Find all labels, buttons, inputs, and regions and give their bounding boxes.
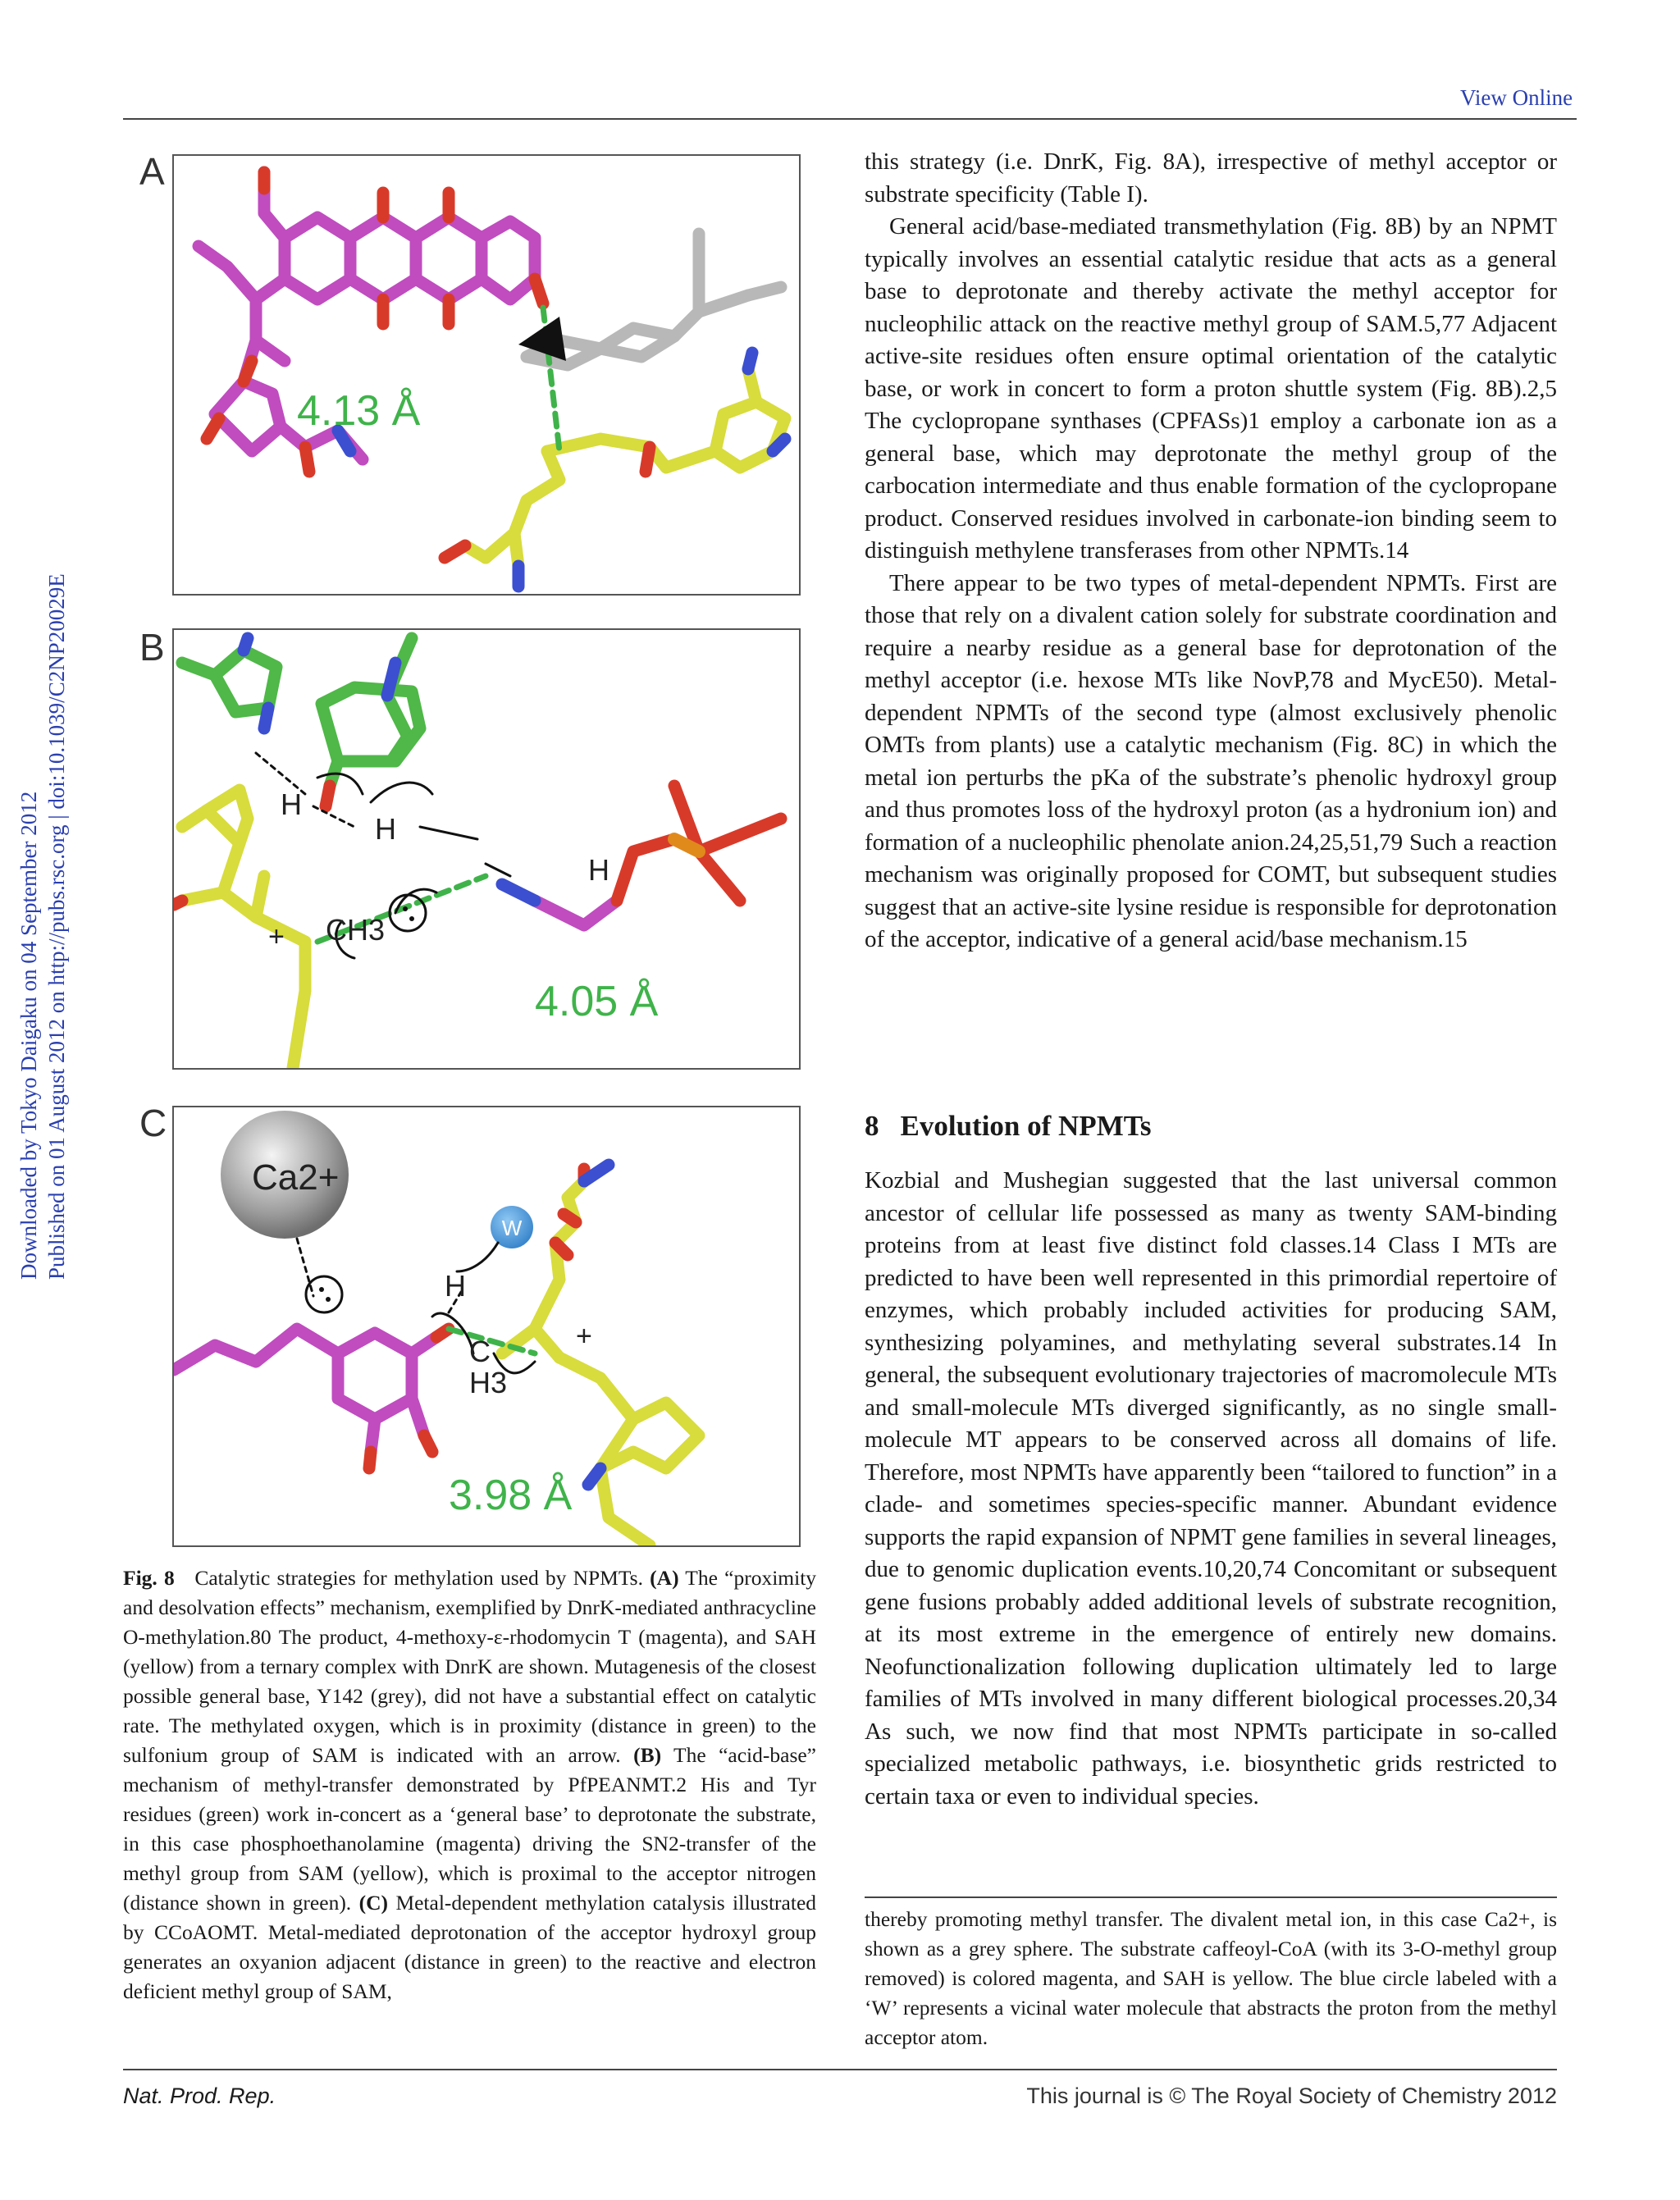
panel-letter-b: B [139,626,165,669]
label-h-2: H [375,812,396,846]
panel-a-structure [174,156,799,594]
paragraph-2: General acid/base-mediated transmethylation (Fig. 8B) by an NPMT typically involves an essential catalytic residue that acts as a general base to deprotonate and thereby activate the methyl acceptor for nucleophilic attack on the reactive methyl group of SAM.5,77 Adjacent active-site residues often ensure optimal orientation of the catalytic base, or work in concert to form a proton shuttle system (Fig. 8B).2,5 The cyclopropane synthases (CPFASs)1 employ a carbonate ion as a general base, which may deprotonate the methyl group of the carbocation intermediate and thus enable formation of the cyclopropane product. Conserved residues involved in carbonate-ion binding seem to distinguish methylene transferases from other NPMTs.14 [865,213,1557,564]
journal-name: Nat. Prod. Rep. [123,2084,276,2108]
label-h-1: H [281,787,302,821]
panel-c-structure [174,1107,799,1545]
label-ca: Ca2+ [252,1157,340,1198]
caption-b-label: (B) [633,1743,662,1767]
sidebar-download-info [7,573,69,2018]
header-rule [123,118,1577,120]
sidebar-line-1[interactable]: Downloaded by Tokyo Daigaku on 04 September 2012 [16,791,41,1280]
panel-letter-a: A [139,150,165,193]
figure-caption [123,1563,816,2006]
figure-panel-c [172,1106,801,1547]
label-plus-c: + [576,1321,592,1352]
caption-a-text: The “proximity and desolvation effects” mechanism, exemplified by DnrK-mediated anthracycline O-methylation.80 The product, 4-methoxy-ε-rhodomycin T (magenta), and SAH (yellow) from a ternary complex with DnrK are shown. Mutagenesis of the closest possible general base, Y142 (grey), did not have a substantial effect on catalytic rate. The methylated oxygen, which is in proximity (distance in green) to the sulfonium group of SAM is indicated with an arrow. [123,1566,817,1767]
label-c: C [469,1335,491,1368]
caption-label: Fig. 8 [123,1566,175,1590]
label-ch3: CH3 [326,913,386,947]
label-h3: H3 [469,1366,508,1399]
label-w: W [501,1216,523,1240]
section-number: 8 [865,1110,879,1142]
caption-c-text: Metal-dependent methylation catalysis illustrated by CCoAOMT. Metal-mediated deprotonation of the acceptor hydroxyl group generates an oxyanion adjacent (distance in green) to the reactive and electron deficient methyl group of SAM, [123,1891,817,2003]
footer-rule [123,2069,1557,2070]
distance-label-b: 4.05 Å [535,978,659,1025]
caption-intro: Catalytic strategies for methylation used by NPMTs. [194,1566,643,1590]
sidebar-line-2[interactable]: Published on 01 August 2012 on http://pubs.rsc.org | doi:10.1039/C2NP20029E [44,573,69,1280]
paragraph-4: Kozbial and Mushegian suggested that the last universal common ancestor of cellular life possessed as many as twenty SAM-binding proteins from at least five distinct fold classes.14 Class I MTs are predicted to have been well represented in this primordial repertoire of enzymes, which probably included activities for producing SAM, synthesizing polyamines, and methylating several substrates.14 In general, the subsequent evolutionary trajectories of macromolecule MTs and small-molecule MTs diverged significantly, as no single small-molecule MT appears to be conserved across all domains of life. Therefore, most NPMTs have apparently been “tailored to function” in a clade- and sometimes species-specific manner. Abundant evidence supports the rapid expansion of NPMT gene families in several lineages, due to genomic duplication events.10,20,74 Concomitant or subsequent gene fusions probably added additional levels of substrate recognition, at its most extreme in the emergence of entirely new domains. Neofunctionalization following duplication ultimately led to large families of MTs involved in many different biological processes.20,34 As such, we now find that most NPMTs participate in so-called specialized metabolic pathways, i.e. biosynthetic grids restricted to certain taxa or even to individual species. [865,1167,1557,1810]
section-title: Evolution of NPMTs [900,1110,1152,1142]
panel-letter-c: C [139,1102,167,1144]
caption-b-text: The “acid-base” mechanism of methyl-transfer demonstrated by PfPEANMT.2 His and Tyr residues (green) work in-concert as a ‘general base’ to deprotonate the substrate, in this case phosphoethanolamine (magenta) driving the SN2-transfer of the methyl group from SAM (yellow), which is proximal to the acceptor nitrogen (distance shown in green). [123,1743,817,1915]
caption-a-label: (A) [650,1566,679,1590]
caption-continuation: thereby promoting methyl transfer. The divalent metal ion, in this case Ca2+, is shown as a grey sphere. The substrate caffeoyl-CoA (with its 3-O-methyl group removed) is colored magenta, and SAH is yellow. The blue circle labeled with a ‘W’ represents a vicinal water molecule that abstracts the proton from the methyl acceptor atom. [865,1907,1557,2049]
panel-b-structure [174,630,799,1068]
label-h-c: H [445,1269,466,1303]
distance-label-a: 4.13 Å [297,387,421,435]
footnote-rule [865,1896,1557,1898]
caption-c-label: (C) [358,1891,389,1915]
view-online-link[interactable]: View Online [1460,85,1573,110]
copyright-notice: This journal is © The Royal Society of Chemistry 2012 [1026,2084,1557,2108]
right-column-evolution [865,1165,1557,1813]
label-h-3: H [588,853,609,887]
figure-panel-b [172,628,801,1070]
section-heading [865,1110,1151,1143]
right-column-top [865,146,1557,956]
label-plus-b: + [268,921,285,952]
paragraph-3: There appear to be two types of metal-dependent NPMTs. First are those that rely on a divalent cation solely for substrate coordination and require a nearby residue as a general base for deprotonation of the methyl acceptor (i.e. hexose MTs like NovP,78 and MycE50). Metal-dependent NPMTs of the second type (almost exclusively phenolic OMTs from plants) use a catalytic mechanism (Fig. 8C) in which the metal ion perturbs the pKa of the substrate’s phenolic hydroxyl group and thus promotes loss of the hydroxyl proton (as a hydronium ion) and formation of a nucleophilic phenolate anion.24,25,51,79 Such a reaction mechanism was originally proposed for COMT, but subsequent studies suggest that an active-site lysine residue is responsible for deprotonation of the acceptor, indicative of a general acid/base mechanism.15 [865,569,1557,952]
figure-panel-a [172,154,801,596]
distance-label-c: 3.98 Å [449,1472,573,1519]
paragraph-1: this strategy (i.e. DnrK, Fig. 8A), irrespective of methyl acceptor or substrate specificity (Table I). [865,148,1557,208]
